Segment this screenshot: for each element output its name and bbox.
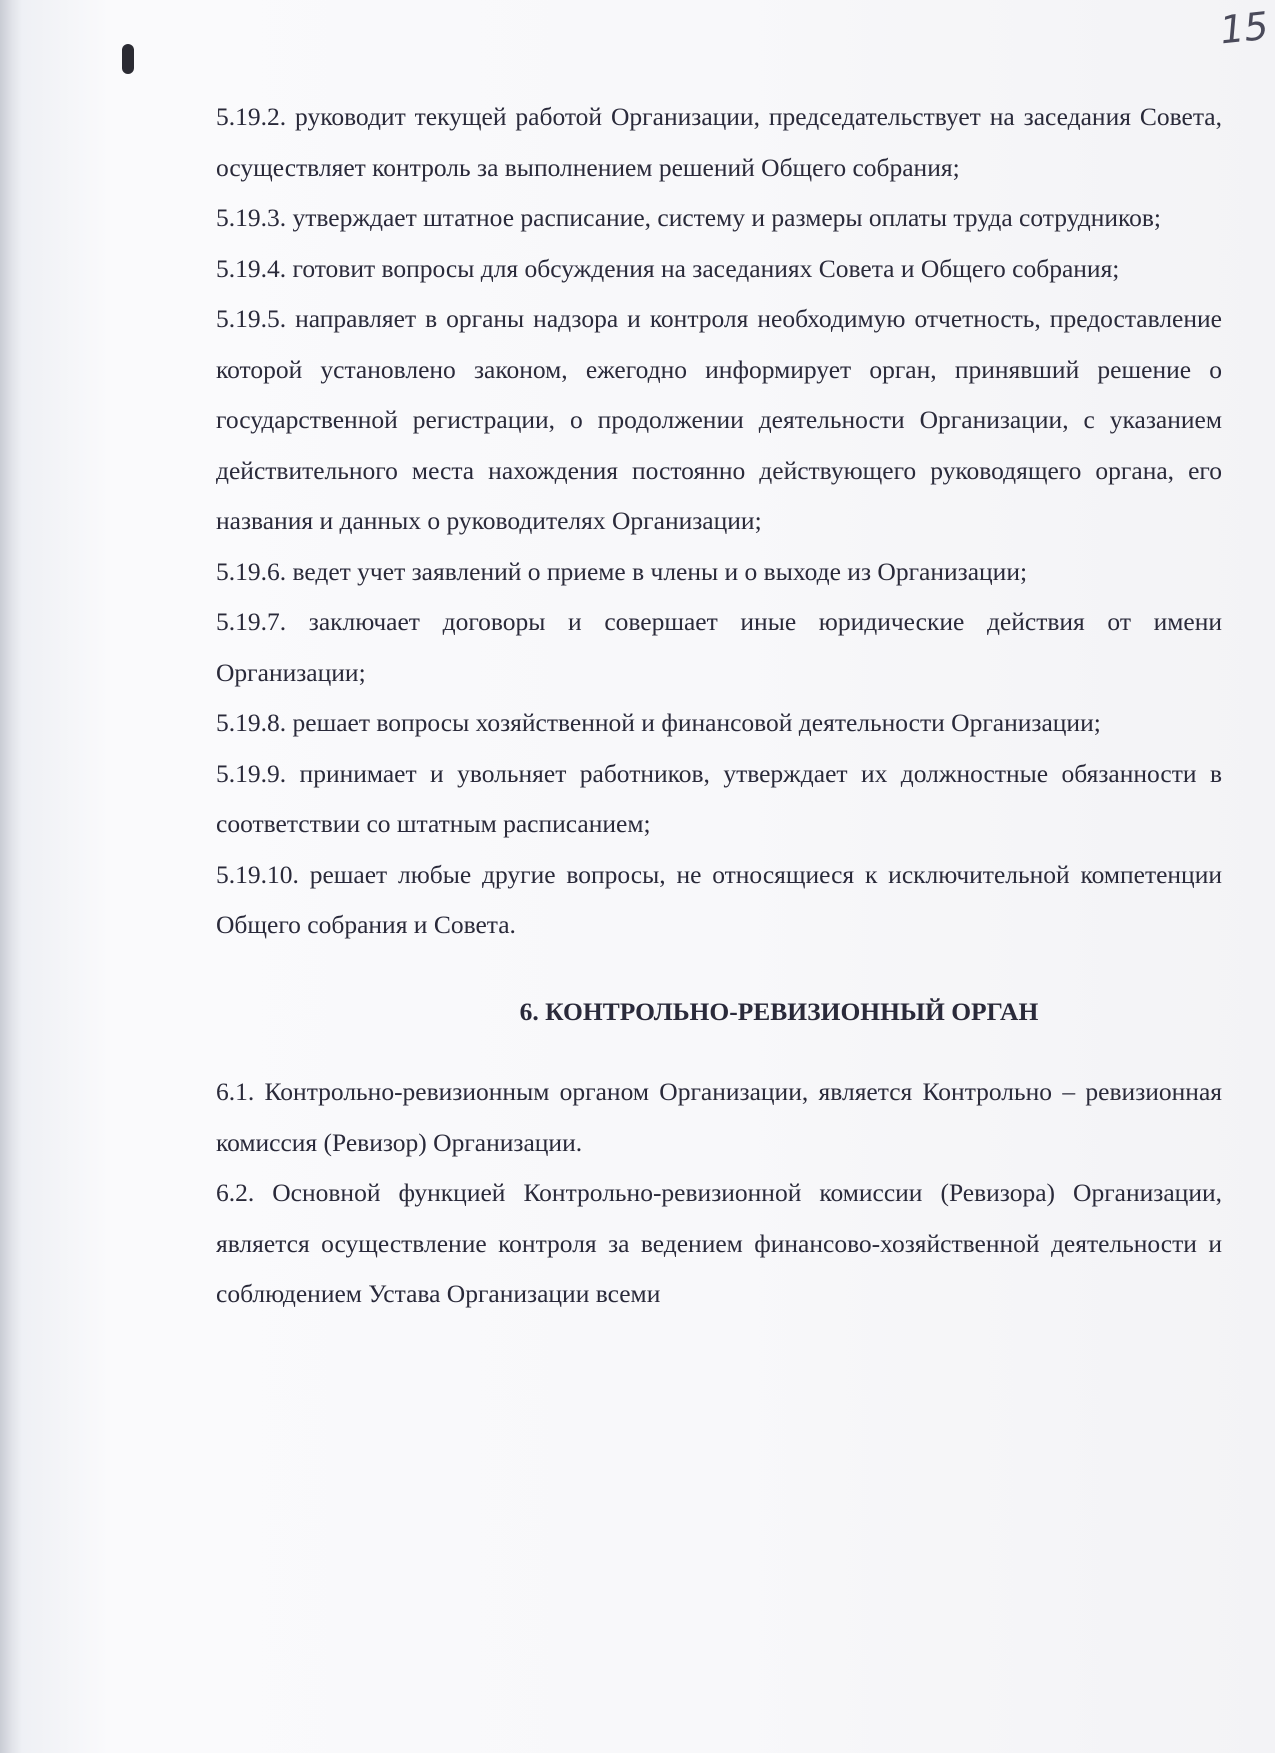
handwritten-page-number: 15 (1217, 3, 1271, 53)
clause-6-2: 6.2. Основной функцией Контрольно-ревизионной комиссии (Ревизора) Организации, является осуществление контроля за ведением финансово-хозяйственной деятельности и соблюдением Устава Организации всеми (216, 1178, 1222, 1308)
clause-6-1: 6.1. Контрольно-ревизионным органом Организации, является Контрольно – ревизионная комиссия (Ревизор) Организации. (216, 1077, 1222, 1157)
document-body (216, 92, 1222, 1320)
clause-5-19-3: 5.19.3. утверждает штатное расписание, систему и размеры оплаты труда сотрудников; (216, 203, 1161, 232)
section-6-heading: 6. КОНТРОЛЬНО-РЕВИЗИОННЫЙ ОРГАН (519, 996, 1039, 1026)
clause-5-19-7: 5.19.7. заключает договоры и совершает иные юридические действия от имени Организации; (216, 607, 1222, 687)
clause-5-19-6: 5.19.6. ведет учет заявлений о приеме в члены и о выходе из Организации; (216, 556, 1028, 586)
punch-hole-mark (122, 44, 134, 74)
page-edge-shadow (0, 0, 22, 1753)
clause-5-19-8: 5.19.8. решает вопросы хозяйственной и финансовой деятельности Организации; (216, 708, 1101, 737)
clause-5-19-9: 5.19.9. принимает и увольняет работников, утверждает их должностные обязанности в соответствии со штатным расписанием; (216, 758, 1222, 838)
clause-5-19-2: 5.19.2. руководит текущей работой Организации, председательствует на заседания Совета, осуществляет контроль за выполнением решений Общего собрания; (216, 102, 1222, 182)
clause-5-19-5: 5.19.5. направляет в органы надзора и контроля необходимую отчетность, предоставление которой установлено законом, ежегодно информирует орган, принявший решение о государственной регистрации, о продолжении деятельности Организации, с указанием действительного места нахождения постоянно действующего руководящего органа, его названия и данных о руководителях Организации; (216, 304, 1222, 535)
clause-5-19-10: 5.19.10. решает любые другие вопросы, не относящиеся к исключительной компетенции Общего собрания и Совета. (216, 859, 1222, 939)
clause-5-19-4: 5.19.4. готовит вопросы для обсуждения на заседаниях Совета и Общего собрания; (216, 253, 1120, 283)
